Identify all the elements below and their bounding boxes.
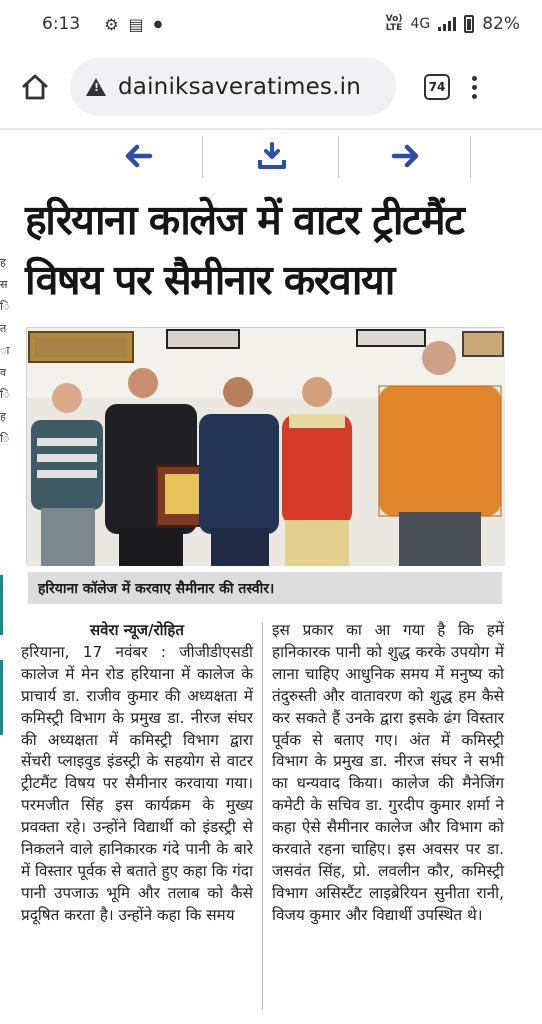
home-icon — [20, 73, 50, 101]
article-column-left — [21, 620, 253, 927]
home-button[interactable] — [0, 54, 70, 120]
signal-icon — [438, 17, 456, 31]
download-icon — [257, 142, 287, 170]
adjacent-column-clip: ह स ि त ा व ि ह ि — [0, 256, 10, 445]
url-text: dainiksaveratimes.in — [118, 74, 361, 100]
article-photo — [26, 327, 504, 565]
gear-icon: ⚙ — [104, 14, 119, 34]
battery-icon — [464, 15, 474, 33]
network-type: 4G — [410, 16, 431, 32]
overflow-menu-button[interactable] — [472, 76, 477, 99]
article-nav — [0, 130, 542, 182]
article-body-right: इस प्रकार का आ गया है कि हमें हानिकारक पानी को शुद्ध करके उपयोग में लाना चाहिए आधुनिक समय में मनुष्य को तंदुरुस्ती और वातावरण को शुद्ध हम कैसे कर सकते हैं उनके द्वारा इसके ढंग विस्तार पूर्वक से बताए गए। अंत में कमिस्ट्री विभाग के प्रमुख डा. नीरज संघर ने सभी का धन्यवाद किया। कालेज की मैनेजिंग कमेटी के सचिव डा. गुरदीप कुमार शर्मा ने कहा ऐसे सैमीनार कालेज और विभाग को करवाते रहना चाहिए। इस अवसर पर डा. जसवंत सिंह, प्रो. लवलीन कौर, कमिस्ट्री विभाग असिस्टैंट लाइब्रेरियन सुनीता रानी, विजय कुमार और विद्यार्थी उपस्थित थे। — [272, 621, 504, 924]
nav-separator — [202, 136, 203, 178]
article-body-left: हरियाना, 17 नवंबर : जीजीडीएसडी कालेज में मेन रोड हरियाना में कालेज के प्राचार्य डा. राजीव कुमार की अध्यक्षता में कमिस्ट्री विभाग के प्रमुख डा. नीरज संघर की अध्यक्षता में कमिस्ट्री विभाग द्वारा सेंचरी प्लाइवुड इंडस्ट्री के सहयोग से वाटर ट्रीटमैंट विषय पर सैमीनार करवाया गया। परमजीत सिंह इस कार्यक्रम के मुख्य प्रवक्ता रहे। उन्होंने विद्यार्थी को इंडस्ट्री से निकलने वाले हानिकारक गंदे पानी के बारे में विस्तार पूर्वक से बताते हुए कहा कि गंदा पानी उपजाऊ भूमि और तलाब को कैसे प्रदूषित करता है। उन्होंने कहा कि समय — [21, 642, 253, 924]
article-column-right — [272, 620, 504, 927]
tab-switcher-button[interactable]: 74 — [424, 74, 450, 100]
arrow-left-icon — [124, 144, 152, 168]
edge-accent-bar — [0, 660, 3, 735]
prev-article-button[interactable] — [118, 134, 158, 178]
message-icon: ▤ — [128, 14, 144, 34]
arrow-right-icon — [392, 144, 420, 168]
nav-separator — [338, 136, 339, 178]
status-bar — [0, 0, 542, 48]
warning-icon — [86, 78, 106, 96]
dot-icon: ● — [153, 18, 163, 30]
column-divider — [262, 622, 263, 1010]
battery-percent: 82% — [482, 14, 520, 34]
nav-separator — [470, 136, 471, 178]
download-button[interactable] — [252, 134, 292, 178]
photo-caption: हरियाना कॉलेज में करवाए सैमीनार की तस्वीर। — [28, 572, 502, 604]
edge-accent-bar — [0, 575, 3, 635]
byline: सवेरा न्यूज/रोहित — [90, 621, 184, 639]
volte-indicator: Vo) LTE — [385, 14, 403, 33]
next-article-button[interactable] — [386, 134, 426, 178]
browser-toolbar — [0, 54, 542, 120]
status-time: 6:13 — [42, 14, 81, 34]
address-bar[interactable] — [70, 58, 396, 116]
article-headline: हरियाना कालेज में वाटर ट्रीटमैंट विषय पर सैमीनार करवाया — [25, 196, 464, 304]
